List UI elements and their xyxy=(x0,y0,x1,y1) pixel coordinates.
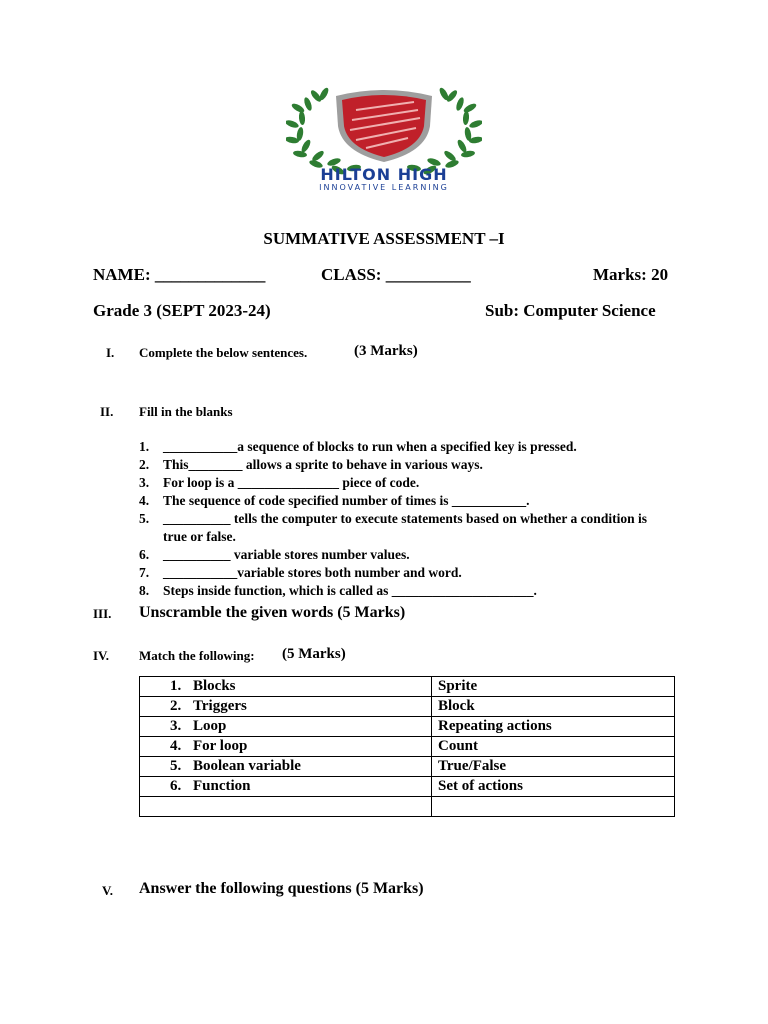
total-marks: Marks: 20 xyxy=(593,265,669,284)
table-cell: 3. Loop xyxy=(140,717,432,737)
list-item: 2. This________ allows a sprite to behave in various ways. xyxy=(139,457,483,472)
table-row xyxy=(140,797,675,817)
section-2-number: II. xyxy=(100,404,114,419)
section-2-instruction: Fill in the blanks xyxy=(139,404,233,419)
shield-icon xyxy=(336,90,432,162)
list-item: 3. For loop is a _______________ piece of code. xyxy=(139,475,420,490)
section-3-instruction: Unscramble the given words (5 Marks) xyxy=(139,604,406,621)
list-item: 8. Steps inside function, which is called as _____________________. xyxy=(139,583,537,598)
section-4-instruction: Match the following: xyxy=(139,648,255,663)
list-item: 6. __________ variable stores number values. xyxy=(139,547,410,562)
name-field: NAME: _____________ xyxy=(93,265,266,284)
logo-name: HILTON HIGH xyxy=(320,165,448,184)
fill-blanks-list xyxy=(139,438,659,600)
table-cell: True/False xyxy=(432,757,675,777)
logo-tagline: INNOVATIVE LEARNING xyxy=(319,183,449,192)
table-cell: Count xyxy=(432,737,675,757)
table-cell: 1. Blocks xyxy=(140,677,432,697)
school-logo xyxy=(286,86,482,194)
table-row xyxy=(140,777,675,797)
table-row xyxy=(140,737,675,757)
table-row xyxy=(140,717,675,737)
table-cell: Set of actions xyxy=(432,777,675,797)
table-cell: Repeating actions xyxy=(432,717,675,737)
table-cell: Sprite xyxy=(432,677,675,697)
section-1-number: I. xyxy=(106,345,115,360)
table-cell: 6. Function xyxy=(140,777,432,797)
class-field: CLASS: __________ xyxy=(321,265,471,284)
table-cell: 5. Boolean variable xyxy=(140,757,432,777)
section-3-number: III. xyxy=(93,606,112,621)
table-cell: 2. Triggers xyxy=(140,697,432,717)
list-item: 5. __________ tells the computer to execute statements based on whether a condition is true or false. xyxy=(139,511,647,544)
list-item: 7. ___________variable stores both number and word. xyxy=(139,565,462,580)
list-item: 1. ___________a sequence of blocks to run when a specified key is pressed. xyxy=(139,439,577,454)
table-row xyxy=(140,757,675,777)
page-title: SUMMATIVE ASSESSMENT –I xyxy=(263,229,505,248)
section-4-marks: (5 Marks) xyxy=(282,646,346,662)
table-cell: Block xyxy=(432,697,675,717)
section-5-instruction: Answer the following questions (5 Marks) xyxy=(139,880,424,897)
match-table xyxy=(139,676,675,817)
subject-label: Sub: Computer Science xyxy=(485,301,656,320)
table-cell xyxy=(140,797,432,817)
table-row xyxy=(140,697,675,717)
table-cell: 4. For loop xyxy=(140,737,432,757)
section-4-number: IV. xyxy=(93,648,110,663)
grade-label: Grade 3 (SEPT 2023-24) xyxy=(93,301,271,320)
section-1-instruction: Complete the below sentences. xyxy=(139,345,308,360)
table-row xyxy=(140,677,675,697)
section-5-number: V. xyxy=(102,883,113,898)
table-cell xyxy=(432,797,675,817)
list-item: 4. The sequence of code specified number of times is ___________. xyxy=(139,493,530,508)
section-1-marks: (3 Marks) xyxy=(354,343,418,359)
